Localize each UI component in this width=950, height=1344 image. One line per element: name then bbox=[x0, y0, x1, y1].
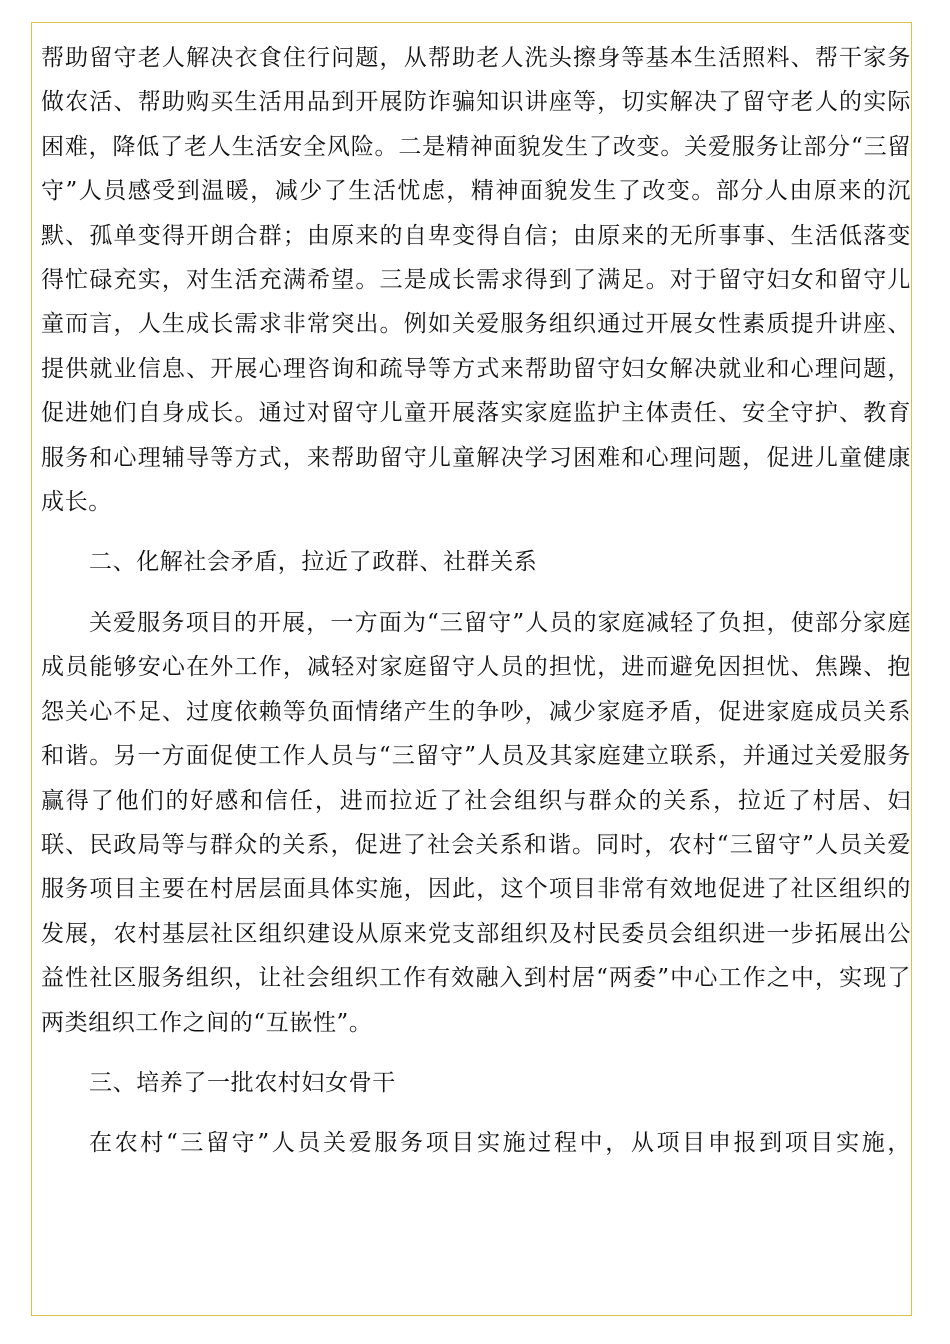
paragraph-gap bbox=[41, 1105, 911, 1121]
section-heading-2: 二、化解社会矛盾，拉近了政群、社群关系 bbox=[89, 549, 538, 576]
body-paragraph-1: 帮助留守老人解决衣食住行问题，从帮助老人洗头擦身等基本生活照料、帮干家务做农活、帮助购买生活用品到开展防诈骗知识讲座等，切实解决了留守老人的实际困难，降低了老人生活安全风险。二是精神面貌发生了改变。关爱服务让部分“三留守”人员感受到温暖，减少了生活忧虑，精神面貌发生了改变。部分人由原来的沉默、孤单变得开朗合群；由原来的自卑变得自信；由原来的无所事事、生活低落变得忙碌充实，对生活充满希望。三是成长需求得到了满足。对于留守妇女和留守儿童而言，人生成长需求非常突出。例如关爱服务组织通过开展女性素质提升讲座、提供就业信息、开展心理咨询和疏导等方式来帮助留守妇女解决就业和心理问题，促进她们自身成长。通过对留守儿童开展落实家庭监护主体责任、安全守护、教育服务和心理辅导等方式，来帮助留守儿童解决学习困难和心理问题，促进儿童健康成长。 bbox=[41, 45, 911, 516]
document-body bbox=[41, 36, 911, 1166]
paragraph-gap bbox=[41, 585, 911, 601]
paragraph-gap bbox=[41, 1045, 911, 1061]
paragraph-gap bbox=[41, 524, 911, 540]
section-heading-3: 三、培养了一批农村妇女骨干 bbox=[89, 1069, 396, 1096]
body-paragraph-3: 在农村“三留守”人员关爱服务项目实施过程中，从项目申报到项目实施， bbox=[89, 1130, 911, 1157]
body-paragraph-2: 关爱服务项目的开展，一方面为“三留守”人员的家庭减轻了负担，使部分家庭成员能够安心在外工作，减轻对家庭留守人员的担忧，进而避免因担忧、焦躁、抱怨关心不足、过度依赖等负面情绪产生的争吵，减少家庭矛盾，促进家庭成员关系和谐。另一方面促使工作人员与“三留守”人员及其家庭建立联系，并通过关爱服务赢得了他们的好感和信任，进而拉近了社会组织与群众的关系，拉近了村居、妇联、民政局等与群众的关系，促进了社会关系和谐。同时，农村“三留守”人员关爱服务项目主要在村居层面具体实施，因此，这个项目非常有效地促进了社区组织的发展，农村基层社区组织建设从原来党支部组织及村民委员会组织进一步拓展出公益性社区服务组织，让社会组织工作有效融入到村居“两委”中心工作之中，实现了两类组织工作之间的“互嵌性”。 bbox=[41, 609, 911, 1036]
